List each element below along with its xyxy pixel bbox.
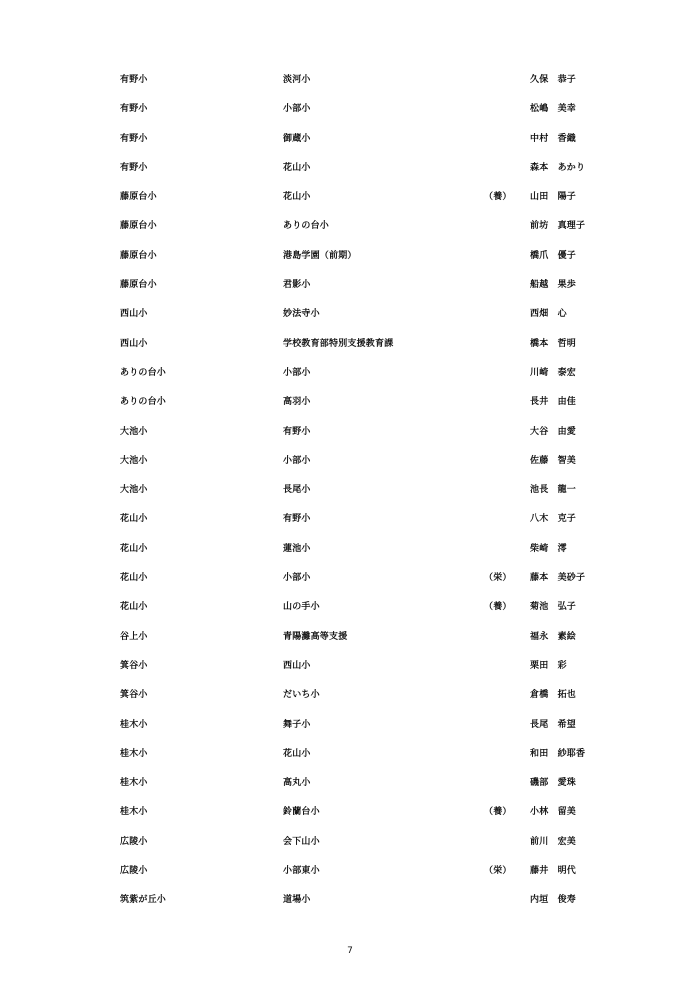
from-school: 桂木小 (120, 748, 148, 759)
to-school: 蓮池小 (283, 543, 311, 554)
from-school: 大池小 (120, 485, 148, 496)
to-school: 舞子小 (283, 719, 311, 730)
list-row (0, 861, 700, 890)
list-row (0, 158, 700, 187)
role-note: （栄） (484, 573, 512, 584)
role-note: （養） (484, 807, 512, 818)
from-school: 花山小 (120, 514, 148, 525)
person-name: 久保 恭子 (530, 75, 577, 85)
from-school: 広陵小 (120, 866, 148, 877)
from-school: 花山小 (120, 573, 148, 584)
from-school: 有野小 (120, 162, 148, 173)
to-school: 花山小 (283, 748, 311, 759)
from-school: 桂木小 (120, 719, 148, 730)
role-note: （養） (484, 192, 512, 203)
person-name: 栗田 彩 (530, 660, 567, 671)
to-school: 山の手小 (283, 602, 320, 613)
from-school: 桂木小 (120, 778, 148, 789)
list-row (0, 568, 700, 597)
person-name: 藤本 美砂子 (530, 573, 586, 584)
person-name: 長井 由佳 (530, 397, 577, 408)
to-school: 有野小 (283, 514, 311, 525)
person-name: 船越 果歩 (530, 280, 577, 291)
person-name: 内垣 俊寿 (530, 895, 577, 906)
from-school: 箕谷小 (120, 660, 148, 671)
from-school: 花山小 (120, 602, 148, 613)
person-name: 大谷 由愛 (530, 426, 577, 437)
to-school: 淡河小 (283, 75, 311, 85)
to-school: 長尾小 (283, 485, 311, 496)
to-school: 花山小 (283, 192, 311, 203)
from-school: 藤原台小 (120, 250, 157, 261)
from-school: 西山小 (120, 309, 148, 320)
to-school: だいち小 (283, 690, 320, 701)
list-row (0, 890, 700, 919)
list-row (0, 392, 700, 421)
to-school: 小部小 (283, 367, 311, 378)
role-note: （栄） (484, 866, 512, 877)
person-name: 和田 紗耶香 (530, 748, 586, 759)
person-name: 倉橋 拓也 (530, 690, 577, 701)
list-row (0, 509, 700, 538)
person-name: 中村 香織 (530, 133, 577, 144)
list-row (0, 363, 700, 392)
person-name: 藤井 明代 (530, 866, 577, 877)
person-name: 磯部 愛珠 (530, 778, 577, 789)
to-school: 会下山小 (283, 836, 320, 847)
to-school: 君影小 (283, 280, 311, 291)
from-school: 箕谷小 (120, 690, 148, 701)
from-school: 広陵小 (120, 836, 148, 847)
list-row (0, 656, 700, 685)
to-school: 高丸小 (283, 778, 311, 789)
from-school: 桂木小 (120, 807, 148, 818)
from-school: 有野小 (120, 104, 148, 115)
to-school: ありの台小 (283, 221, 330, 232)
from-school: ありの台小 (120, 397, 167, 408)
list-row (0, 304, 700, 333)
list-row (0, 451, 700, 480)
to-school: 道場小 (283, 895, 311, 906)
from-school: 有野小 (120, 133, 148, 144)
page-number: 7 (347, 946, 353, 956)
person-name: 佐藤 智美 (530, 455, 577, 466)
to-school: 有野小 (283, 426, 311, 437)
to-school: 小部小 (283, 455, 311, 466)
person-name: 山田 陽子 (530, 192, 577, 203)
list-row (0, 129, 700, 158)
from-school: 藤原台小 (120, 221, 157, 232)
to-school: 花山小 (283, 162, 311, 173)
from-school: 藤原台小 (120, 280, 157, 291)
person-name: 西畑 心 (530, 309, 567, 320)
to-school: 妙法寺小 (283, 309, 320, 320)
person-name: 菊池 弘子 (530, 602, 577, 613)
from-school: 大池小 (120, 455, 148, 466)
from-school: 谷上小 (120, 631, 148, 642)
person-name: 福永 素絵 (530, 631, 577, 642)
list-row (0, 422, 700, 451)
list-row (0, 99, 700, 128)
list-row (0, 715, 700, 744)
list-row (0, 802, 700, 831)
person-name: 橋爪 優子 (530, 250, 577, 261)
list-row (0, 480, 700, 509)
list-row (0, 275, 700, 304)
list-row (0, 627, 700, 656)
transfer-list (0, 70, 700, 920)
person-name: 前川 宏美 (530, 836, 577, 847)
list-row (0, 773, 700, 802)
list-row (0, 744, 700, 773)
to-school: 小部東小 (283, 866, 320, 877)
from-school: ありの台小 (120, 367, 167, 378)
person-name: 前坊 真理子 (530, 221, 586, 232)
list-row (0, 246, 700, 275)
to-school: 小部小 (283, 573, 311, 584)
to-school: 学校教育部特別支援教育課 (283, 338, 394, 349)
person-name: 森本 あかり (530, 162, 586, 173)
from-school: 筑紫が丘小 (120, 895, 167, 906)
list-row (0, 334, 700, 363)
list-row (0, 216, 700, 245)
from-school: 大池小 (120, 426, 148, 437)
list-row (0, 70, 700, 99)
to-school: 鈴蘭台小 (283, 807, 320, 818)
from-school: 藤原台小 (120, 192, 157, 203)
to-school: 小部小 (283, 104, 311, 115)
person-name: 長尾 希望 (530, 719, 577, 730)
to-school: 西山小 (283, 660, 311, 671)
list-row (0, 597, 700, 626)
from-school: 花山小 (120, 543, 148, 554)
to-school: 港島学園（前期） (283, 250, 357, 261)
person-name: 池長 龍一 (530, 485, 577, 496)
list-row (0, 832, 700, 861)
person-name: 橋本 哲明 (530, 338, 577, 349)
to-school: 青陽灘高等支援 (283, 631, 348, 642)
list-row (0, 685, 700, 714)
person-name: 八木 克子 (530, 514, 577, 525)
to-school: 御蔵小 (283, 133, 311, 144)
person-name: 松嶋 美幸 (530, 104, 577, 115)
person-name: 小林 留美 (530, 807, 577, 818)
from-school: 西山小 (120, 338, 148, 349)
to-school: 高羽小 (283, 397, 311, 408)
person-name: 柴崎 澪 (530, 543, 567, 554)
from-school: 有野小 (120, 75, 148, 85)
role-note: （養） (484, 602, 512, 613)
list-row (0, 539, 700, 568)
person-name: 川崎 泰宏 (530, 367, 577, 378)
list-row (0, 187, 700, 216)
